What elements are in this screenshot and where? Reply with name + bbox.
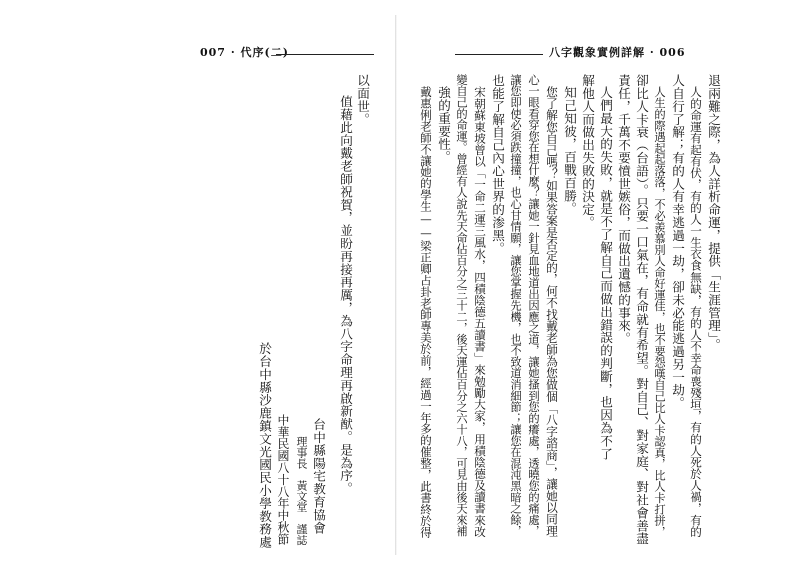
left-page [0, 0, 396, 562]
left-page-number: 007 [200, 46, 226, 59]
body-line-10: 您了解您自己嗎？如果答案是否定的，何不找戴老師為您做個「八字諮商」，讓她以同理 [545, 86, 559, 537]
signature-association: 台中縣陽宅教育協會 [311, 418, 326, 535]
signature-chairman: 理事長 黃文堂 謹誌 [295, 436, 308, 546]
body-line-15: 變自己的命運。曾經有人說先天命佔百分之三十二，後天運佔百分之六十八，可見由後天來補 [455, 74, 468, 537]
header-separator: · [230, 46, 241, 59]
right-page-header [549, 44, 685, 60]
body-line-14: 宋朝蘇東坡曾以「一命二運三風水，四積陰德五讀書」來勉勵大家，用積陰德及讀書來改 [473, 86, 487, 538]
body-line-12: 讓您即使必須跌撞撞，也心甘情願，讓您掌握先機，也不致道消細節；讓您在混沌黑暗之餘， [509, 74, 522, 537]
body-line-1: 退兩難之際，為人詳析命運，提供「生涯管理」。 [706, 74, 721, 352]
right-page-number: 006 [659, 46, 686, 59]
left-page-header [200, 44, 289, 60]
body-line-2: 人的命運有起有伏，有的人一生衣食無缺，有的人不幸命喪殘垣，有的人死於人禍，有的 [689, 86, 703, 538]
body-line-6: 責任，千萬不要憤世嫉俗，而做出遺憾的事來。 [616, 74, 631, 345]
body-line-2: 值藉此向戴老師祝賀，並盼再接再厲，為八字命理再啟新猷。是為序。 [338, 95, 353, 495]
body-line-3: 人自行了解；有的人有幸逃過一劫，卻未必能逃過另一劫。 [670, 74, 685, 410]
header-separator: · [649, 46, 660, 59]
body-line-13: 也能了解自己內心世界的渗黑。 [490, 74, 505, 255]
body-line-4: 人生的際遇起起落落，不必羨慕別人命好運佳，也不要怨嘆自己比人卡認真，比人卡打拼， [653, 86, 666, 538]
body-line-16: 強的重要性。 [436, 86, 451, 164]
body-line-1: 以面世。 [355, 74, 370, 126]
body-line-5: 卻比人卡衰（台語）。只要一口氣在，有命就有希望。對自己、對家庭、對社會善盡 [634, 74, 649, 545]
right-page-title: 八字觀象實例詳解 [549, 46, 645, 59]
body-line-9: 知己知彼，百戰百勝。 [562, 86, 577, 215]
signature-place: 於台中縣沙鹿鎮文光國民小學教務處 [257, 342, 272, 549]
signature-date: 中華民國八十八年中秋節 [276, 414, 290, 545]
body-line-8: 解他人而做出失敗的決定。 [580, 74, 595, 229]
right-page [397, 0, 793, 562]
body-line-7: 人們最大的失敗，就是不了解自己而做出錯誤的判斷，也因為不了 [598, 86, 613, 461]
right-header-rule [455, 54, 543, 55]
left-header-rule [276, 54, 374, 55]
body-line-17: 戴惠俐老師不讓她的學生——梁正卿占卦老師專美於前，經過一年多的催整，此書終於得 [419, 86, 433, 538]
body-line-11: 心一眼看穿您在想什麼？讓她一針見血地道出因應之道，讓她搔到您的癢處，透曉您的痛處， [527, 74, 540, 537]
left-page-title: 代序(二) [240, 46, 289, 59]
